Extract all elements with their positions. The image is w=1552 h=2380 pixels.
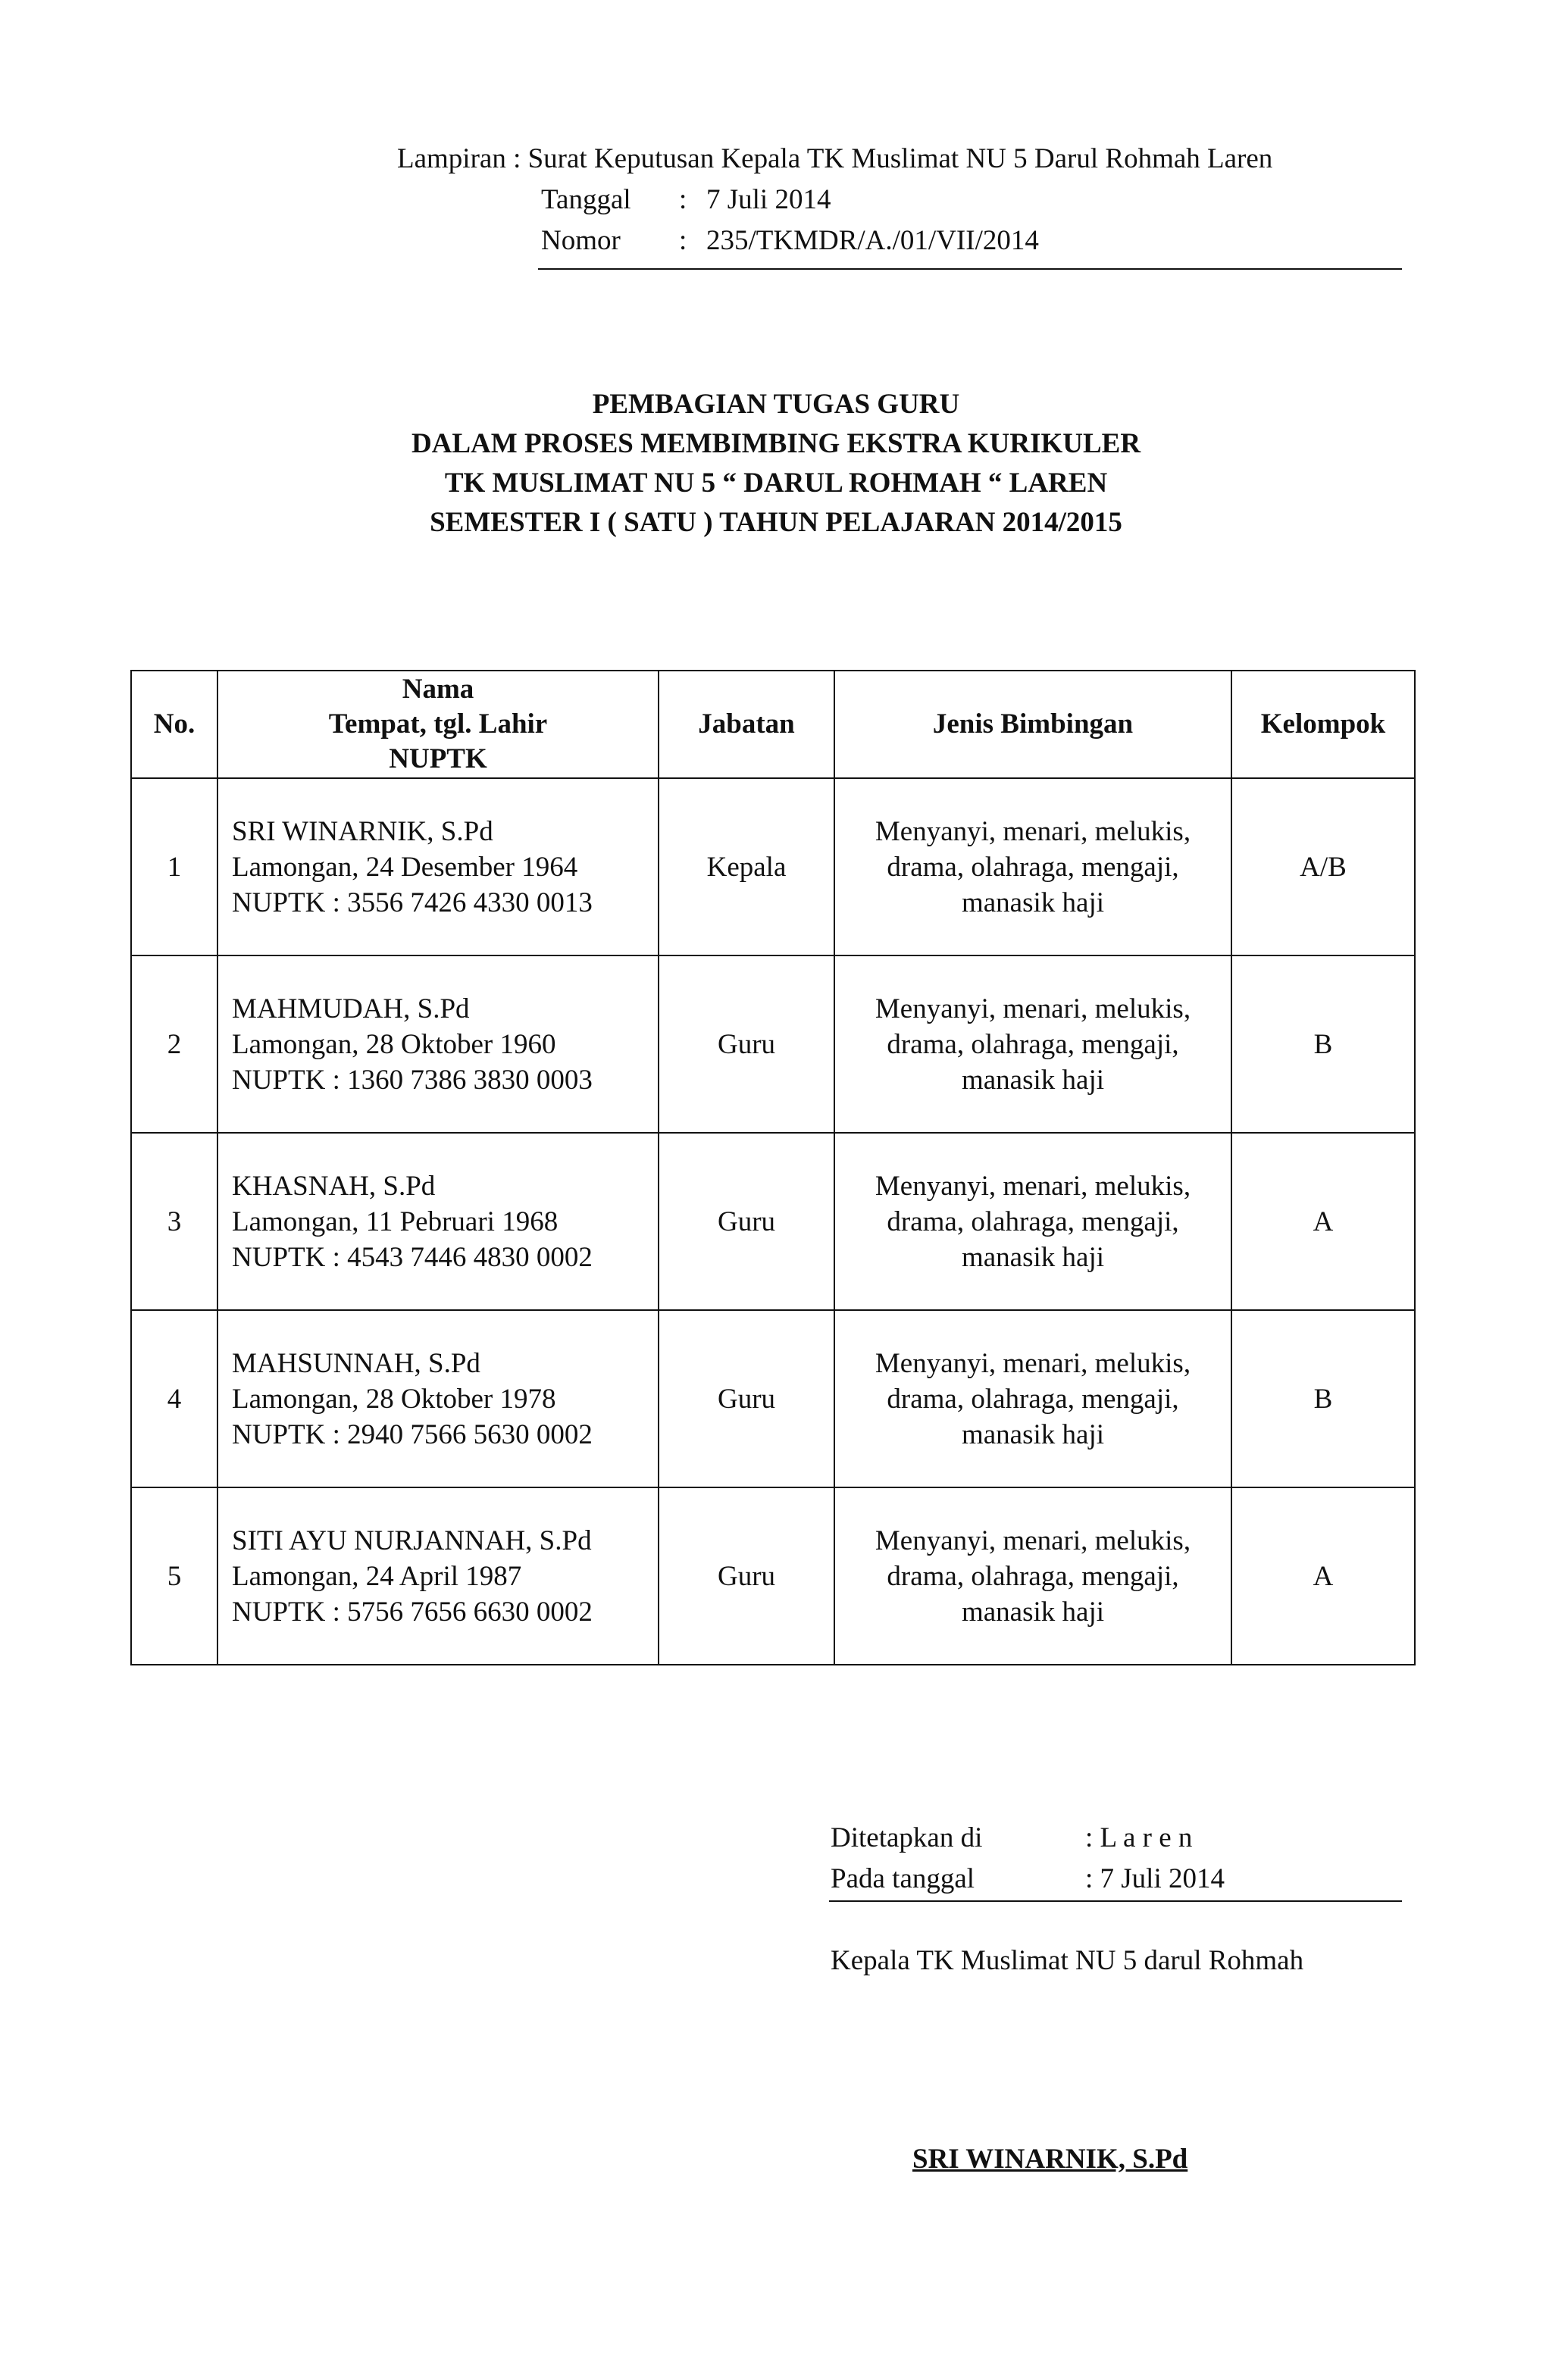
row-identity xyxy=(217,1133,659,1310)
jenis-line-1: Menyanyi, menari, melukis, xyxy=(875,993,1191,1024)
row-no: 5 xyxy=(131,1487,217,1665)
table-row xyxy=(131,1133,1415,1310)
nomor-value: 235/TKMDR/A./01/VII/2014 xyxy=(706,225,1039,256)
row-jenis xyxy=(834,1310,1231,1487)
teacher-name: KHASNAH, S.Pd xyxy=(232,1170,436,1202)
header-name-line-1: Nama xyxy=(402,674,474,705)
jenis-line-1: Menyanyi, menari, melukis, xyxy=(875,1170,1191,1202)
header-no: No. xyxy=(131,671,217,778)
pada-tanggal-row xyxy=(831,1862,1225,1895)
jenis-line-1: Menyanyi, menari, melukis, xyxy=(875,1347,1191,1379)
teacher-name: MAHSUNNAH, S.Pd xyxy=(232,1347,480,1379)
header-divider xyxy=(538,268,1402,270)
jenis-line-3: manasik haji xyxy=(961,1064,1105,1096)
table-row xyxy=(131,778,1415,955)
jenis-line-3: manasik haji xyxy=(961,1241,1105,1273)
row-kelompok: B xyxy=(1231,1310,1415,1487)
assignment-table xyxy=(130,670,1416,1665)
teacher-name: SRI WINARNIK, S.Pd xyxy=(232,815,493,847)
table-row xyxy=(131,955,1415,1133)
jenis-line-3: manasik haji xyxy=(961,887,1105,918)
ditetapkan-row xyxy=(831,1822,1192,1854)
teacher-name: MAHMUDAH, S.Pd xyxy=(232,993,470,1024)
row-no: 2 xyxy=(131,955,217,1133)
nomor-row xyxy=(541,224,1039,257)
jenis-line-1: Menyanyi, menari, melukis, xyxy=(875,815,1191,847)
header-name-line-2: Tempat, tgl. Lahir xyxy=(328,708,548,740)
nomor-label: Nomor xyxy=(541,225,621,256)
teacher-nuptk: NUPTK : 4543 7446 4830 0002 xyxy=(232,1241,593,1273)
row-jenis xyxy=(834,1487,1231,1665)
teacher-nuptk: NUPTK : 3556 7426 4330 0013 xyxy=(232,887,593,918)
jenis-line-2: drama, olahraga, mengaji, xyxy=(887,1028,1179,1060)
row-kelompok: A xyxy=(1231,1133,1415,1310)
signature-divider xyxy=(829,1900,1402,1902)
teacher-birth: Lamongan, 28 Oktober 1978 xyxy=(232,1383,556,1415)
row-jabatan: Guru xyxy=(659,955,834,1133)
teacher-birth: Lamongan, 28 Oktober 1960 xyxy=(232,1028,556,1060)
row-jenis xyxy=(834,1133,1231,1310)
row-jenis xyxy=(834,955,1231,1133)
title-line-1: PEMBAGIAN TUGAS GURU xyxy=(592,389,960,420)
title-line-3: TK MUSLIMAT NU 5 “ DARUL ROHMAH “ LAREN xyxy=(444,468,1108,499)
header-name xyxy=(217,671,659,778)
row-jabatan: Guru xyxy=(659,1133,834,1310)
nomor-colon: : xyxy=(679,225,687,256)
tanggal-row xyxy=(541,183,831,216)
row-identity xyxy=(217,955,659,1133)
row-no: 4 xyxy=(131,1310,217,1487)
row-jenis xyxy=(834,778,1231,955)
row-no: 3 xyxy=(131,1133,217,1310)
row-kelompok: A xyxy=(1231,1487,1415,1665)
table-row xyxy=(131,1310,1415,1487)
jenis-line-3: manasik haji xyxy=(961,1596,1105,1628)
jenis-line-2: drama, olahraga, mengaji, xyxy=(887,851,1179,883)
pada-tanggal-label: Pada tanggal xyxy=(831,1863,975,1894)
ditetapkan-label: Ditetapkan di xyxy=(831,1822,983,1853)
tanggal-colon: : xyxy=(679,184,687,215)
header-jenis: Jenis Bimbingan xyxy=(834,671,1231,778)
row-kelompok: B xyxy=(1231,955,1415,1133)
tanggal-label: Tanggal xyxy=(541,184,631,215)
jenis-line-1: Menyanyi, menari, melukis, xyxy=(875,1525,1191,1556)
signatory-name: SRI WINARNIK, S.Pd xyxy=(912,2144,1188,2175)
document-title xyxy=(0,385,1552,543)
tanggal-value: 7 Juli 2014 xyxy=(706,184,831,215)
teacher-birth: Lamongan, 11 Pebruari 1968 xyxy=(232,1206,559,1237)
title-line-2: DALAM PROSES MEMBIMBING EKSTRA KURIKULER xyxy=(411,428,1141,459)
table-header-row xyxy=(131,671,1415,778)
header-name-line-3: NUPTK xyxy=(389,743,487,774)
teacher-nuptk: NUPTK : 2940 7566 5630 0002 xyxy=(232,1418,593,1450)
row-jabatan: Kepala xyxy=(659,778,834,955)
header-jabatan: Jabatan xyxy=(659,671,834,778)
row-jabatan: Guru xyxy=(659,1487,834,1665)
teacher-nuptk: NUPTK : 1360 7386 3830 0003 xyxy=(232,1064,593,1096)
ditetapkan-value: : L a r e n xyxy=(1085,1822,1193,1853)
signatory-position: Kepala TK Muslimat NU 5 darul Rohmah xyxy=(831,1945,1304,1976)
jenis-line-2: drama, olahraga, mengaji, xyxy=(887,1206,1179,1237)
teacher-birth: Lamongan, 24 Desember 1964 xyxy=(232,851,578,883)
teacher-birth: Lamongan, 24 April 1987 xyxy=(232,1560,522,1592)
pada-tanggal-value: : 7 Juli 2014 xyxy=(1085,1863,1225,1894)
row-identity xyxy=(217,778,659,955)
teacher-name: SITI AYU NURJANNAH, S.Pd xyxy=(232,1525,592,1556)
row-jabatan: Guru xyxy=(659,1310,834,1487)
jenis-line-2: drama, olahraga, mengaji, xyxy=(887,1383,1179,1415)
row-identity xyxy=(217,1487,659,1665)
row-kelompok: A/B xyxy=(1231,778,1415,955)
jenis-line-2: drama, olahraga, mengaji, xyxy=(887,1560,1179,1592)
table-row xyxy=(131,1487,1415,1665)
jenis-line-3: manasik haji xyxy=(961,1418,1105,1450)
teacher-nuptk: NUPTK : 5756 7656 6630 0002 xyxy=(232,1596,593,1628)
header-kelompok: Kelompok xyxy=(1231,671,1415,778)
lampiran-line: Lampiran : Surat Keputusan Kepala TK Muslimat NU 5 Darul Rohmah Laren xyxy=(397,143,1273,174)
row-identity xyxy=(217,1310,659,1487)
row-no: 1 xyxy=(131,778,217,955)
title-line-4: SEMESTER I ( SATU ) TAHUN PELAJARAN 2014/2015 xyxy=(430,507,1122,538)
